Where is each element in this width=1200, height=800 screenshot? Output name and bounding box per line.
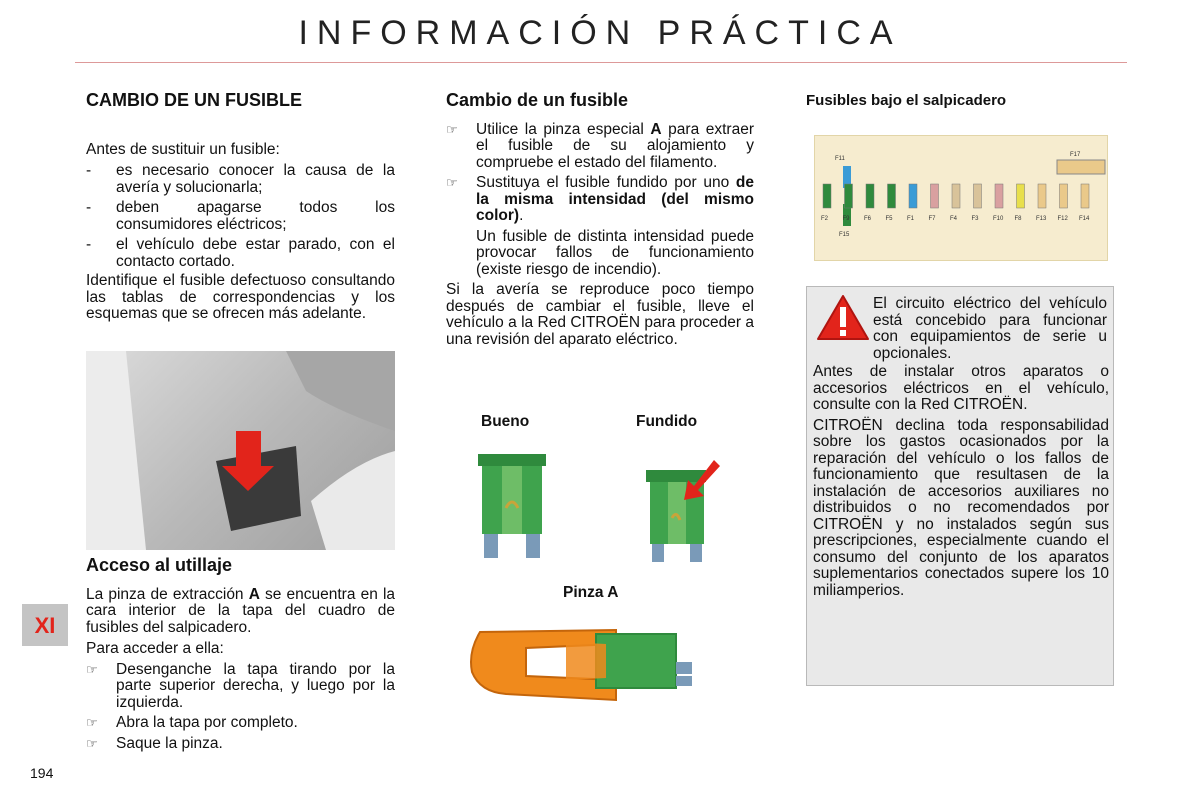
warning-text: El circuito eléctrico del vehículo está concebido para funcionar con equipamientos de serie u opcionales. <box>873 295 1107 362</box>
section-heading: CAMBIO DE UN FUSIBLE <box>86 90 302 110</box>
fuse-label-f15: F15 <box>839 232 850 238</box>
header-rule <box>75 62 1127 63</box>
fuse-slot <box>1038 184 1046 208</box>
dash-icon: - <box>86 236 92 253</box>
column-1-lower <box>86 557 395 752</box>
fuse-slot <box>1017 184 1025 208</box>
fuse-label: F3 <box>971 216 979 222</box>
warning-icon <box>815 293 871 343</box>
paragraph: La pinza de extracción A se encuentra en la cara interior de la tapa del cuadro de fusibles del salpicadero. <box>86 585 396 636</box>
list-item <box>86 237 395 270</box>
label-blown: Fundido <box>636 413 698 430</box>
pointing-hand-icon: ☞ <box>446 121 458 137</box>
fuse-layout-diagram <box>814 135 1108 261</box>
fuse-slot <box>845 184 853 208</box>
page-number: 194 <box>30 765 54 781</box>
warning-body <box>813 364 1109 599</box>
warning-box <box>806 286 1114 686</box>
fuse-label: F2 <box>821 216 829 222</box>
fuse-slot <box>823 184 831 208</box>
list-item-text: Sustituya el fusible fundido por uno de la misma intensidad (del mismo color). <box>476 174 754 224</box>
fuse-label: F7 <box>928 216 936 222</box>
blown-fuse-illustration <box>636 448 726 566</box>
note-text: Un fusible de distinta intensidad puede provocar fallos de funcionamiento (existe riesgo de incendio). <box>476 227 754 278</box>
list-item-text: Desenganche la tapa tirando por la parte superior derecha, y luego por la izquierda. <box>116 660 395 711</box>
pointing-hand-icon: ☞ <box>86 661 98 677</box>
fuse-label: F8 <box>1014 216 1022 222</box>
paragraph: Si la avería se reproduce poco tiempo después de cambiar el fusible, lleve el vehículo a la Red CITROËN para proceder a una revisión del aparato eléctrico. <box>446 281 754 348</box>
fuse-diagram-heading: Fusibles bajo el salpicadero <box>806 92 1007 109</box>
fuse-label: F1 <box>907 216 915 222</box>
list-item <box>86 736 395 753</box>
fuse-slot <box>1081 184 1089 208</box>
list-item <box>86 200 395 233</box>
fuse-label: F6 <box>864 216 872 222</box>
list-item-text: Utilice la pinza especial A para extraer el fusible de su alojamiento y compruebe el estado del filamento. <box>476 120 754 171</box>
fuse-label: F13 <box>1036 216 1047 222</box>
fuse-label: F12 <box>1057 216 1068 222</box>
fuse-label: F9 <box>842 216 850 222</box>
list-item <box>86 715 395 732</box>
list-item <box>446 175 754 225</box>
pointing-hand-icon: ☞ <box>86 715 98 730</box>
list-item <box>86 662 395 712</box>
label-pinza: Pinza A <box>563 584 619 601</box>
list-item <box>86 163 395 196</box>
fuse-slot <box>866 184 874 208</box>
fuse-box-photo <box>86 351 395 550</box>
pointing-hand-icon: ☞ <box>446 175 458 190</box>
fuse-label: F5 <box>885 216 893 222</box>
paragraph: Para acceder a ella: <box>86 640 224 657</box>
fuse-slot <box>888 184 896 208</box>
fuse-slots <box>815 136 1107 260</box>
pointing-hand-icon: ☞ <box>86 735 98 751</box>
fuse-slot <box>909 184 917 208</box>
fusebox-cover-illustration <box>86 351 395 550</box>
list-item <box>446 122 754 172</box>
column-2 <box>446 92 754 348</box>
paragraph: CITROËN declina toda responsabilidad sobre los gastos ocasionados por la reparación del vehículo o los fallos de funcionamiento que resultasen de la instalación de accesorios auxiliares no distribuidos o no recomendados por CITROËN y no instalados según sus prescripciones, especialmente cuando el consumo del conjunto de los aparatos suplementarios conectados supere los 10 miliamperios. <box>813 416 1109 599</box>
fuse-label: F4 <box>950 216 958 222</box>
paragraph: Identifique el fusible defectuoso consultando las tablas de correspondencias y los esquemas que se ofrecen más adelante. <box>86 272 395 322</box>
list-item-text: es necesario conocer la causa de la avería y solucionarla; <box>116 162 395 196</box>
list-item-text: Saque la pinza. <box>116 734 223 752</box>
column-1 <box>86 92 395 323</box>
intro-text: Antes de sustituir un fusible: <box>86 140 280 158</box>
label-good: Bueno <box>481 413 530 430</box>
paragraph: Antes de instalar otros aparatos o accesorios eléctricos en el vehículo, consulte con la Red CITROËN. <box>813 363 1109 413</box>
fuse-label-f17: F17 <box>1070 152 1081 158</box>
dash-icon: - <box>86 199 92 216</box>
fuse-slot <box>995 184 1003 208</box>
chapter-tab: XI <box>22 604 68 646</box>
pinza-illustration <box>466 622 706 712</box>
good-fuse-illustration <box>468 448 558 566</box>
fuse-label-f11: F11 <box>835 156 845 162</box>
list-item-text: deben apagarse todos los consumidores eléctricos; <box>116 199 395 233</box>
section-heading: Acceso al utillaje <box>86 555 233 575</box>
section-heading: Cambio de un fusible <box>446 90 629 110</box>
fuse-label: F14 <box>1079 216 1090 222</box>
fuse-slot <box>931 184 939 208</box>
fuse-slot <box>952 184 960 208</box>
list-item-text: Abra la tapa por completo. <box>116 714 298 731</box>
fuse-slot <box>1060 184 1068 208</box>
page-title: INFORMACIÓN PRÁCTICA <box>298 14 902 52</box>
list-item-text: el vehículo debe estar parado, con el contacto cortado. <box>116 236 395 270</box>
fuse-slot <box>974 184 982 208</box>
dash-icon: - <box>86 162 92 179</box>
fuse-label: F10 <box>993 216 1004 222</box>
